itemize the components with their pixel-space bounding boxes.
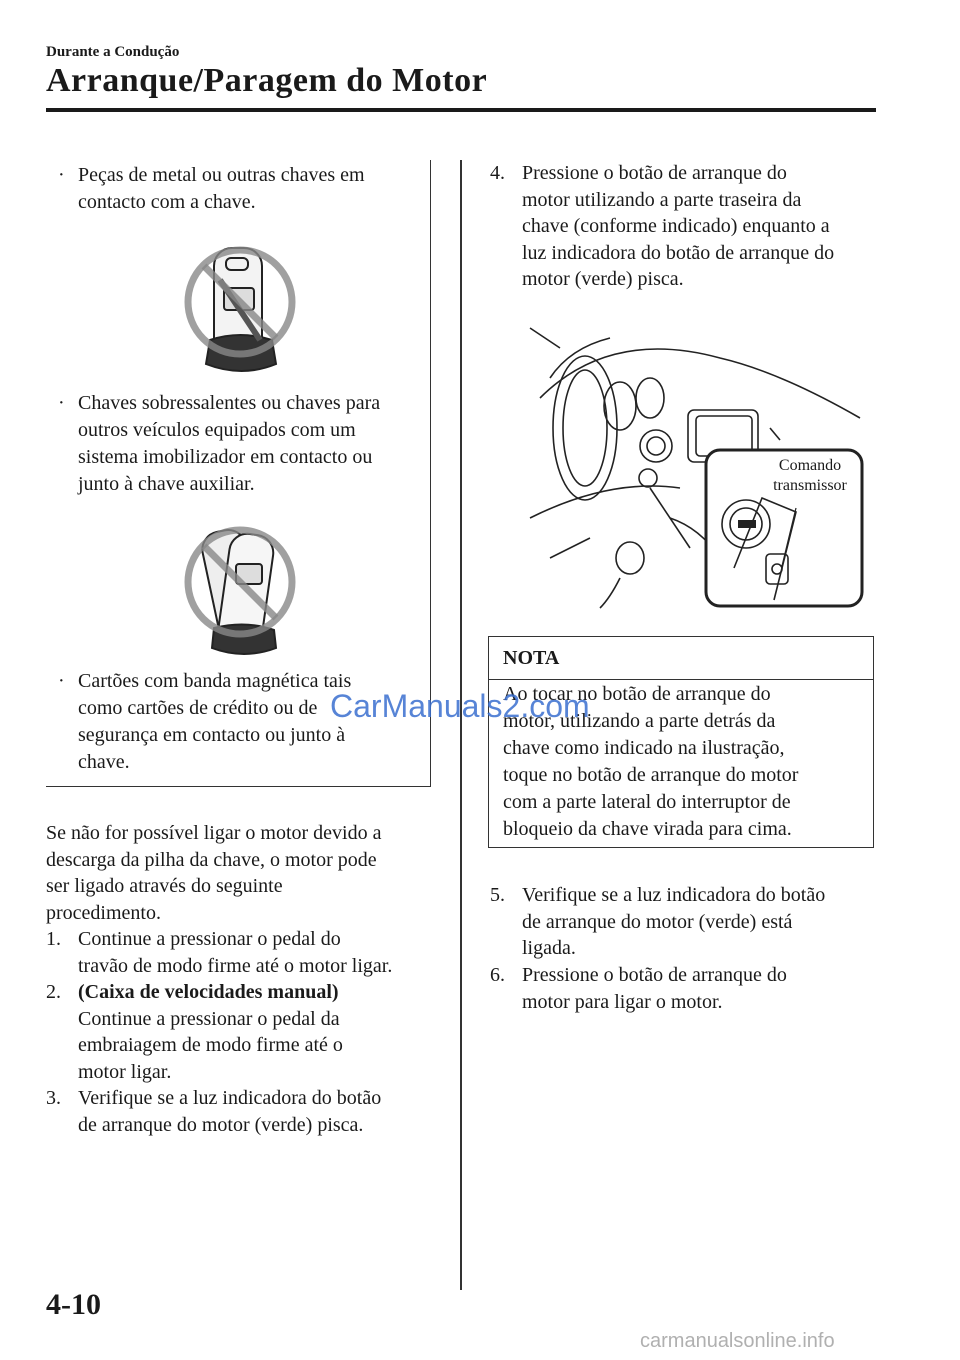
note-line: toque no botão de arranque do motor (503, 764, 799, 786)
step-line: motor utilizando a parte traseira da (522, 188, 802, 211)
bullet-line: Cartões com banda magnética tais (78, 670, 352, 692)
paragraph-line: procedimento. (46, 901, 161, 924)
note-header (489, 637, 873, 680)
step-number: 2. (46, 981, 61, 1003)
step-line: Continue a pressionar o pedal do (78, 928, 341, 950)
callout-line: Comando (778, 457, 842, 474)
bullet-dot: · (58, 164, 65, 186)
bullet-line: como cartões de crédito ou de (78, 697, 318, 719)
illustration-callout (762, 456, 858, 496)
bullet-line: contacto com a chave. (78, 191, 256, 213)
step-line: chave (conforme indicado) enquanto a (522, 215, 830, 237)
step-item (46, 926, 446, 979)
note-line: chave como indicado na ilustração, (503, 737, 785, 759)
step-item (490, 160, 890, 300)
step-line: ligada. (522, 937, 576, 959)
step-item (46, 979, 446, 1085)
step-line: Continue a pressionar o pedal da (78, 1007, 340, 1030)
paragraph-line: Se não for possível ligar o motor devido a (46, 822, 382, 844)
bullet-line: segurança em contacto ou junto à (78, 724, 346, 746)
step-number: 1. (46, 928, 61, 950)
column-divider (460, 160, 462, 1290)
watermark-overlay: CarManuals2.com (330, 688, 590, 724)
step-item (46, 1085, 446, 1138)
bullet-item (46, 162, 430, 222)
step-item (490, 962, 890, 1015)
step-item (490, 882, 890, 962)
step-line: Verifique se a luz indicadora do botão (522, 884, 826, 906)
bullet-line: Peças de metal ou outras chaves em (78, 164, 365, 186)
bullet-dot: · (58, 670, 65, 692)
step-line: Pressione o botão de arranque do (522, 162, 787, 184)
step-line: de arranque do motor (verde) está (522, 910, 793, 933)
step-line: de arranque do motor (verde) pisca. (78, 1113, 364, 1136)
step-number: 6. (490, 964, 505, 986)
step-line: motor (verde) pisca. (522, 268, 684, 290)
footer-watermark: carmanualsonline.info (640, 1330, 835, 1352)
step-number: 4. (490, 162, 505, 184)
note-line: bloqueio da chave virada para cima. (503, 818, 792, 840)
bullet-line: junto à chave auxiliar. (78, 473, 255, 495)
section-label: Durante a Condução (46, 44, 180, 60)
key-metal-prohibited-illustration (180, 240, 300, 385)
step-line: Pressione o botão de arranque do (522, 964, 787, 986)
step-line: motor ligar. (78, 1060, 172, 1083)
step-line: embraiagem de modo firme até o (78, 1034, 343, 1056)
step-line: travão de modo firme até o motor ligar. (78, 954, 393, 977)
note-line: Ao tocar no botão de arranque do (503, 683, 771, 705)
intro-paragraph (46, 820, 446, 926)
paragraph-line: descarga da pilha da chave, o motor pode (46, 848, 377, 871)
note-line: motor, utilizando a parte detrás da (503, 710, 776, 732)
bullet-dot: · (58, 392, 65, 414)
paragraph-line: ser ligado através do seguinte (46, 875, 283, 897)
step-line: luz indicadora do botão de arranque do (522, 241, 835, 264)
callout-line: transmissor (773, 477, 847, 494)
title-rule (46, 108, 876, 112)
step-heading: (Caixa de velocidades manual) (78, 981, 339, 1003)
note-line: com a parte lateral do interruptor de (503, 791, 791, 813)
bullet-line: sistema imobilizador em contacto ou (78, 446, 373, 468)
spare-keys-prohibited-illustration (180, 520, 300, 660)
bullet-item (46, 390, 430, 500)
bullet-line: chave. (78, 751, 130, 773)
bullet-line: Chaves sobressalentes ou chaves para (78, 392, 381, 414)
step-line: motor para ligar o motor. (522, 990, 723, 1013)
note-title: NOTA (503, 647, 560, 669)
step-number: 3. (46, 1087, 61, 1109)
note-box (488, 636, 874, 848)
step-line: Verifique se a luz indicadora do botão (78, 1087, 382, 1109)
page-title: Arranque/Paragem do Motor (46, 62, 488, 99)
bullet-line: outros veículos equipados com um (78, 419, 356, 441)
step-number: 5. (490, 884, 505, 906)
page-number: 4-10 (46, 1288, 101, 1321)
